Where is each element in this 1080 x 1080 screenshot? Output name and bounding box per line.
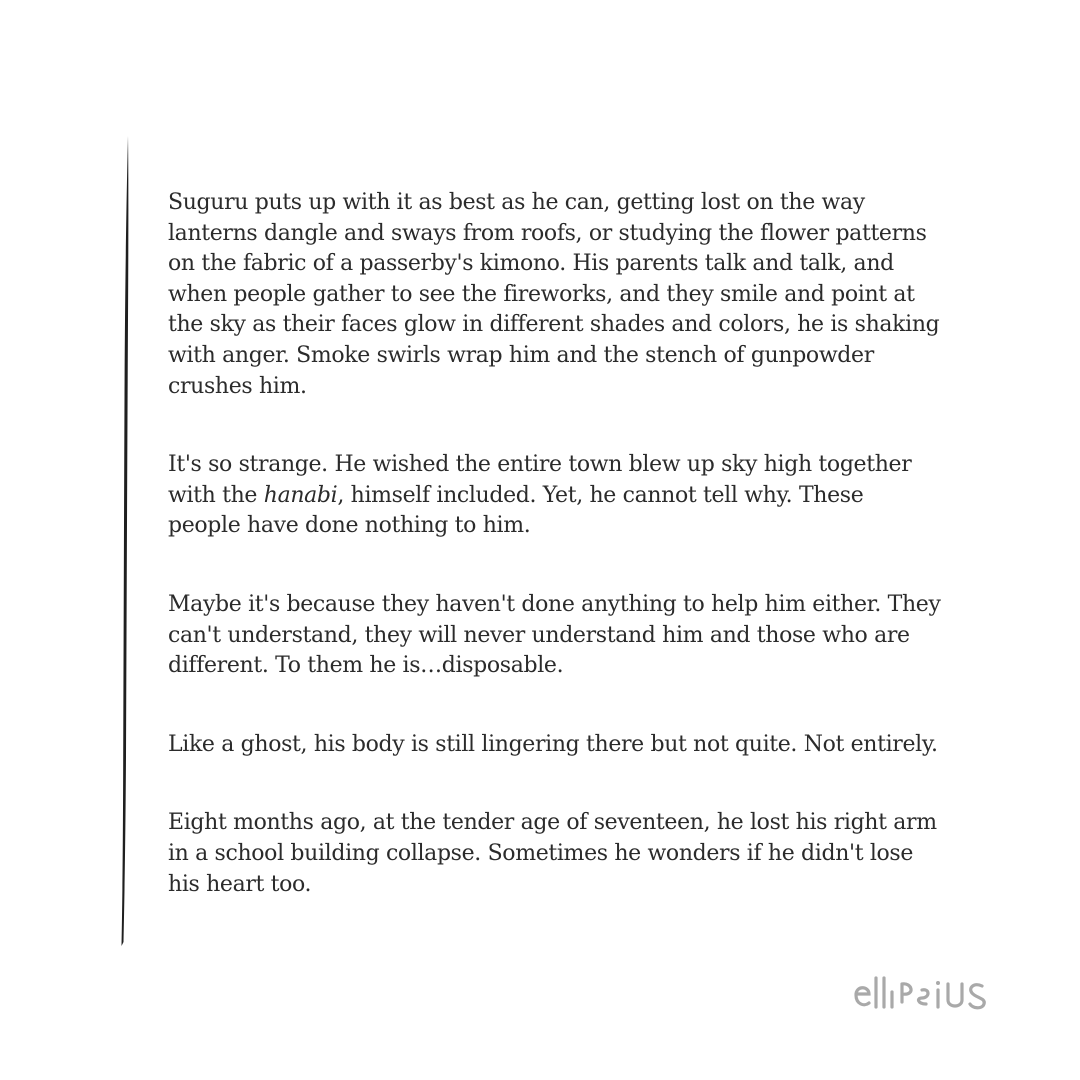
- text-line: his heart too.: [168, 871, 312, 897]
- text-line: Like a ghost, his body is still lingering there but not quite. Not entirely.: [168, 731, 938, 757]
- text-line: Eight months ago, at the tender age of seventeen, he lost his right arm: [168, 810, 937, 836]
- ellipsis-logo: [852, 970, 1002, 1014]
- text-line: [168, 481, 960, 512]
- text-line: Suguru puts up with it as best as he can, getting lost on the way: [168, 190, 865, 215]
- paragraph-2: [168, 450, 960, 542]
- text-line: on the fabric of a passerby's kimono. His parents talk and talk, and: [168, 251, 894, 277]
- text-line: different. To them he is…disposable.: [168, 653, 564, 679]
- text-line: the sky as their faces glow in different shades and colors, he is shaking: [168, 312, 940, 338]
- text-line: lanterns dangle and sways from roofs, or studying the flower patterns: [168, 220, 927, 246]
- text-line: in a school building collapse. Sometimes he wonders if he didn't lose: [168, 840, 914, 866]
- text-line: people have done nothing to him.: [168, 513, 531, 539]
- paragraph-4: [168, 730, 960, 761]
- paragraph-5: [168, 808, 960, 900]
- text-line: Maybe it's because they haven't done anything to help him either. They: [168, 591, 941, 617]
- text-line: when people gather to see the fireworks, and they smile and point at: [168, 281, 915, 307]
- brush-stroke-divider: [116, 136, 136, 946]
- paragraph-3: [168, 590, 960, 682]
- text-run: with the: [168, 482, 264, 508]
- story-text: [168, 188, 960, 900]
- italic-word-hanabi: hanabi: [263, 482, 338, 508]
- text-line: with anger. Smoke swirls wrap him and the stench of gunpowder: [168, 342, 874, 368]
- paragraph-1: [168, 188, 960, 402]
- text-line: It's so strange. He wished the entire town blew up sky high together: [168, 452, 912, 478]
- text-line: crushes him.: [168, 373, 307, 399]
- text-line: can't understand, they will never understand him and those who are: [168, 622, 910, 648]
- text-run: , himself included. Yet, he cannot tell why. These: [337, 482, 864, 508]
